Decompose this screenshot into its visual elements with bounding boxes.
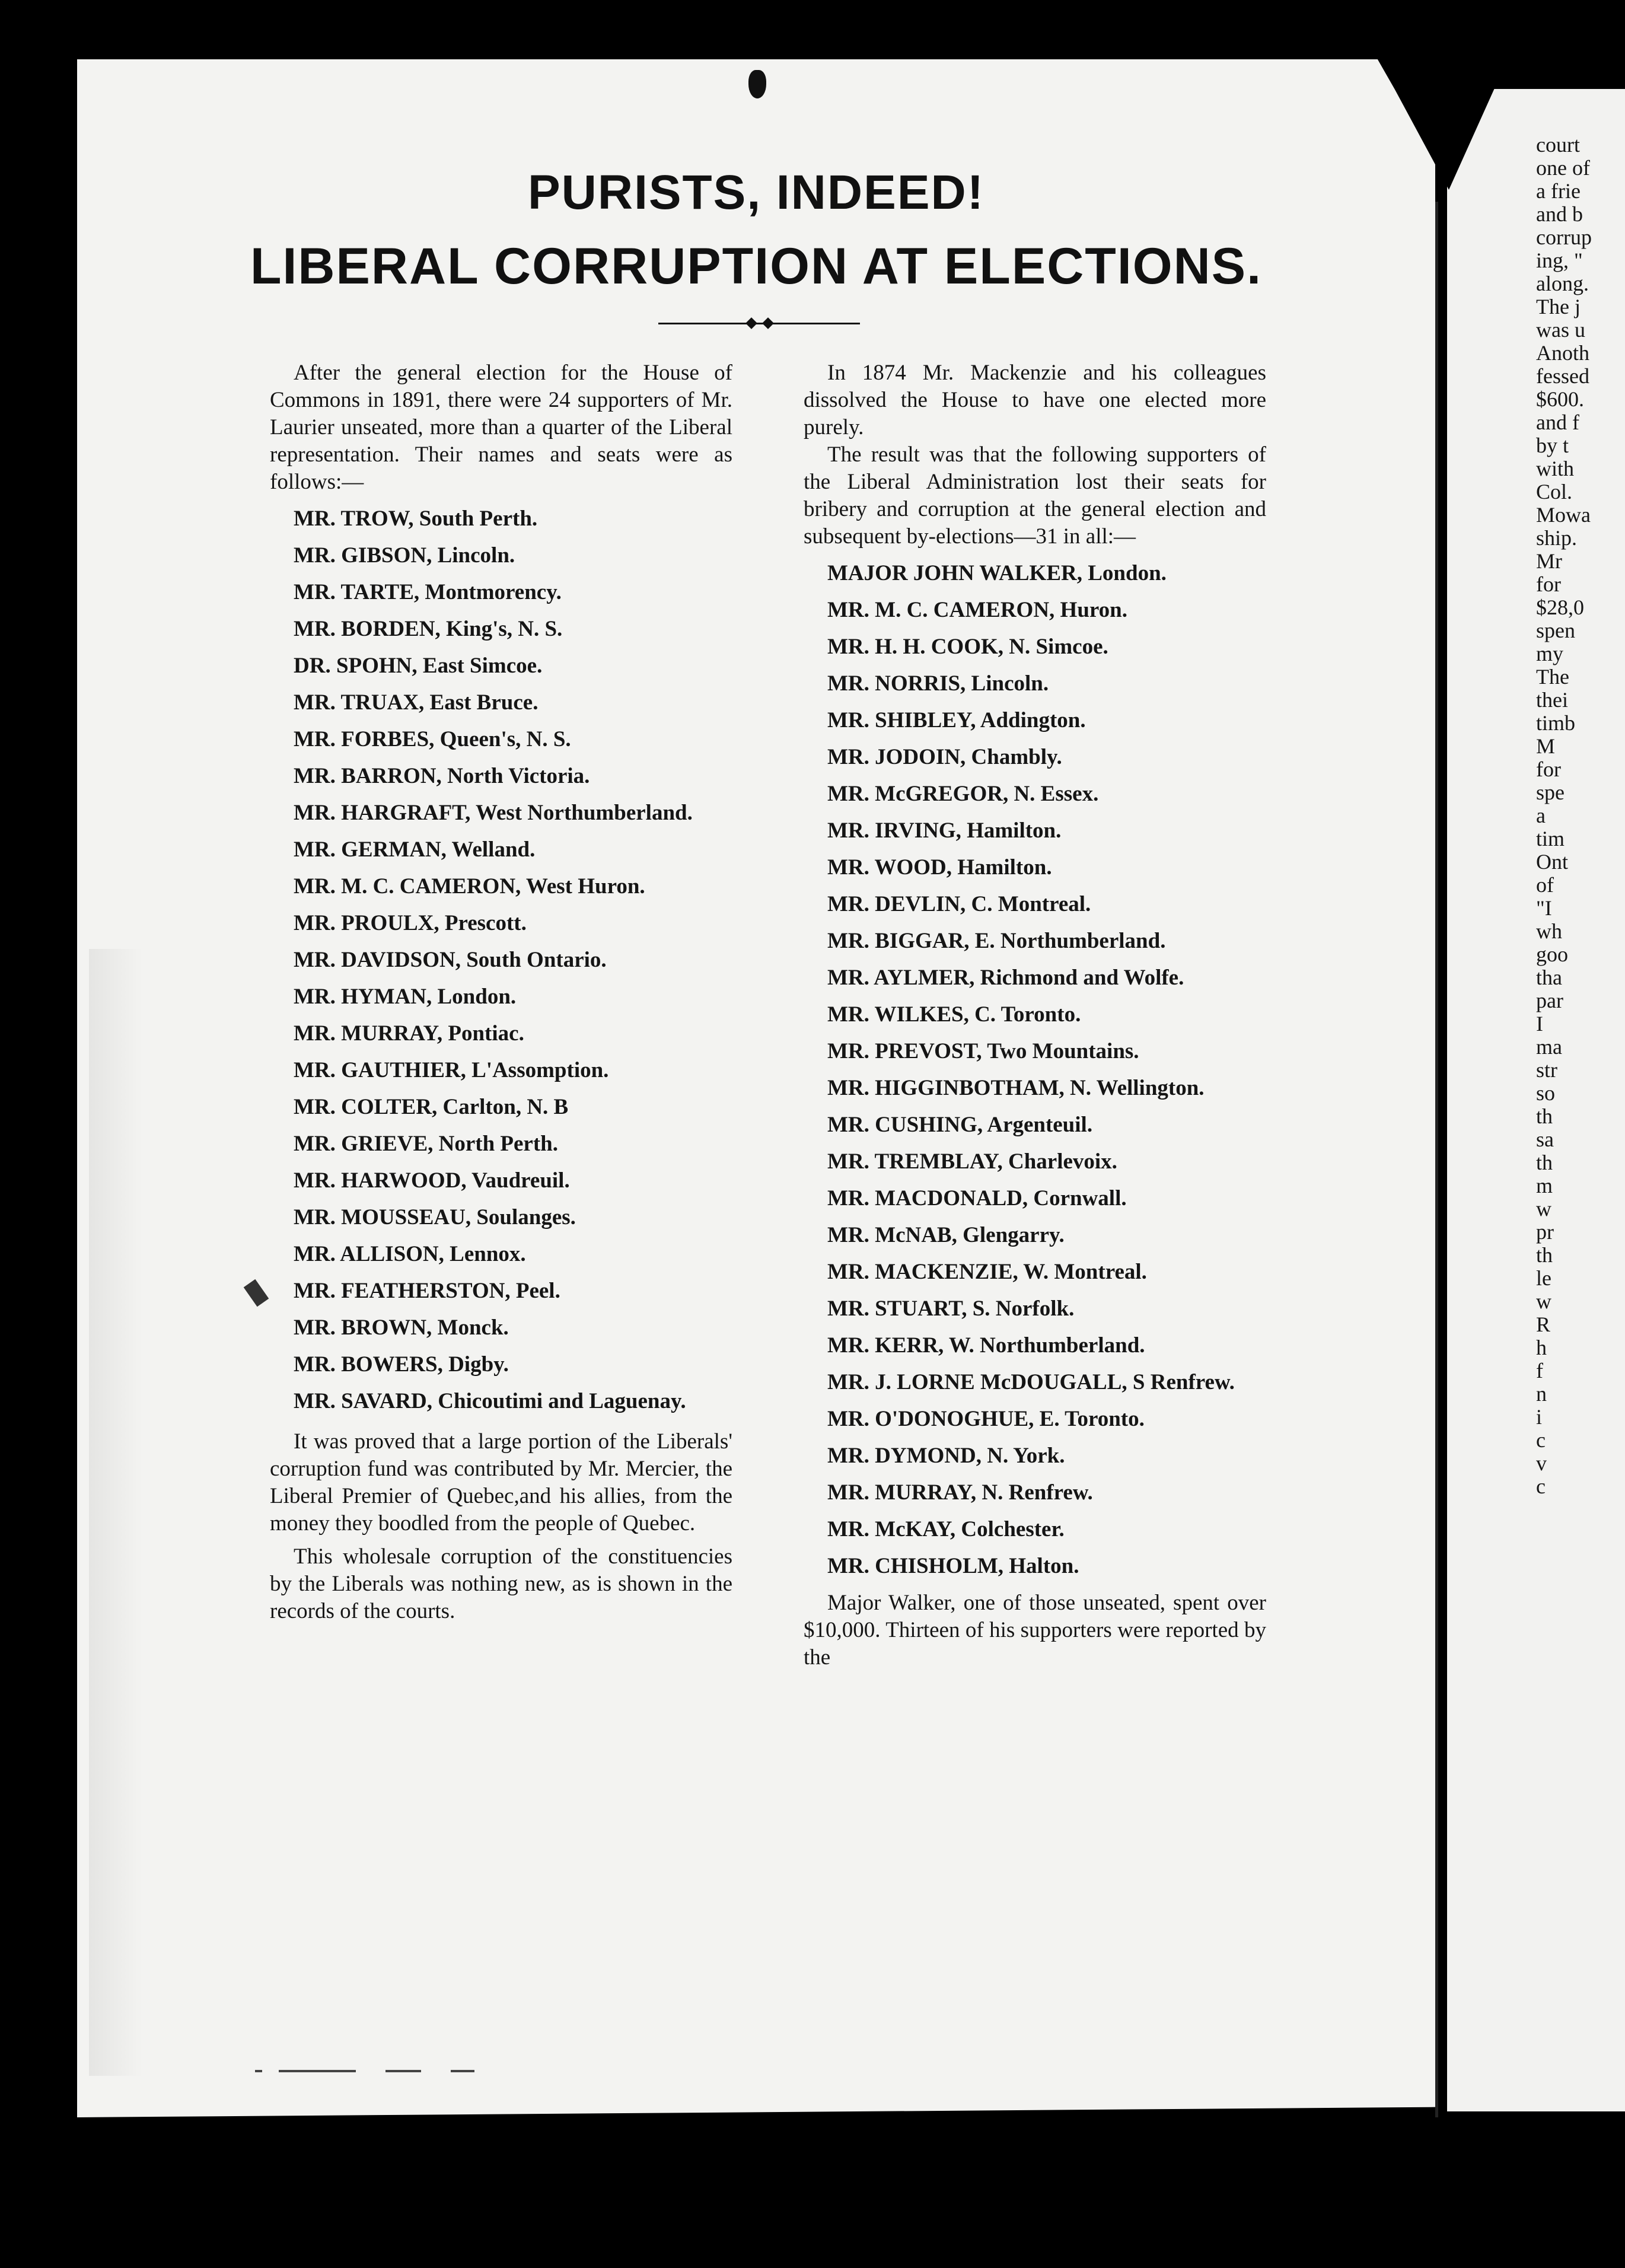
member-seat-entry: MR. WILKES, C. Toronto. bbox=[827, 1002, 1081, 1027]
partial-line: n bbox=[1536, 1382, 1547, 1406]
member-seat-entry: MR. SHIBLEY, Addington. bbox=[827, 708, 1086, 732]
member-seat-entry: MR. McNAB, Glengarry. bbox=[827, 1223, 1065, 1247]
member-seat-entry: MR. H. H. COOK, N. Simcoe. bbox=[827, 635, 1108, 659]
member-seat-entry: MR. DAVIDSON, South Ontario. bbox=[294, 948, 607, 972]
right-column bbox=[804, 359, 1266, 1671]
member-seat-entry: MR. NORRIS, Lincoln. bbox=[827, 671, 1049, 696]
partial-line: and b bbox=[1536, 202, 1583, 226]
partial-line: spe bbox=[1536, 781, 1565, 804]
partial-line: wh bbox=[1536, 919, 1562, 943]
ornament-mark-icon bbox=[748, 70, 766, 98]
partial-line: with bbox=[1536, 457, 1575, 480]
partial-line: par bbox=[1536, 989, 1563, 1012]
member-seat-entry: MR. M. C. CAMERON, West Huron. bbox=[294, 874, 645, 899]
member-seat-entry: MR. JODOIN, Chambly. bbox=[827, 745, 1062, 769]
member-seat-entry: MR. GRIEVE, North Perth. bbox=[294, 1132, 559, 1156]
member-seat-entry: MR. TRUAX, East Bruce. bbox=[294, 690, 539, 715]
partial-line: c bbox=[1536, 1474, 1546, 1498]
member-seat-entry: MR. IRVING, Hamilton. bbox=[827, 818, 1062, 843]
partial-line: f bbox=[1536, 1359, 1543, 1383]
member-seat-entry: MR. BARRON, North Victoria. bbox=[294, 764, 590, 788]
partial-line: Anoth bbox=[1536, 341, 1589, 365]
partial-line: str bbox=[1536, 1058, 1557, 1082]
partial-line: "I bbox=[1536, 896, 1552, 920]
partial-line: a frie bbox=[1536, 179, 1581, 203]
partial-line: ing, " bbox=[1536, 249, 1583, 272]
partial-line: th bbox=[1536, 1151, 1553, 1174]
partial-line: i bbox=[1536, 1405, 1543, 1429]
member-seat-entry: MR. WOOD, Hamilton. bbox=[827, 855, 1052, 880]
partial-line: for bbox=[1536, 572, 1561, 596]
partial-line: Ont bbox=[1536, 850, 1568, 874]
partial-line: thei bbox=[1536, 688, 1568, 712]
member-seat-entry: MR. MACDONALD, Cornwall. bbox=[827, 1186, 1127, 1211]
partial-line: I bbox=[1536, 1012, 1543, 1036]
member-seat-entry: MR. FEATHERSTON, Peel. bbox=[294, 1279, 560, 1303]
subheadline: LIBERAL CORRUPTION AT ELECTIONS. bbox=[250, 238, 1262, 295]
partial-line: for bbox=[1536, 757, 1561, 781]
partial-line: h bbox=[1536, 1336, 1547, 1359]
partial-line: my bbox=[1536, 642, 1564, 665]
partial-line: one of bbox=[1536, 156, 1590, 180]
member-seat-entry: MR. PROULX, Prescott. bbox=[294, 911, 527, 935]
partial-line: spen bbox=[1536, 619, 1575, 642]
member-seat-entry: MR. McGREGOR, N. Essex. bbox=[827, 782, 1099, 806]
intro-paragraph: After the general election for the House of Commons in 1891, there were 24 supporters of Mr. Laurier unseated, more than a quarter of the Liberal representation. Their names and seats were as follows:— bbox=[270, 361, 732, 494]
unseated-1874-list bbox=[804, 550, 1266, 1580]
member-seat-entry: MR. TREMBLAY, Charlevoix. bbox=[827, 1149, 1117, 1174]
member-seat-entry: MR. CHISHOLM, Halton. bbox=[827, 1554, 1079, 1578]
partial-line: was u bbox=[1536, 318, 1585, 342]
partial-line: fessed bbox=[1536, 364, 1589, 388]
member-seat-entry: MR. PREVOST, Two Mountains. bbox=[827, 1039, 1139, 1063]
partial-line: by t bbox=[1536, 434, 1569, 457]
partial-line: goo bbox=[1536, 942, 1568, 966]
member-seat-entry: MR. SAVARD, Chicoutimi and Laguenay. bbox=[294, 1389, 686, 1413]
member-seat-entry: MR. MURRAY, Pontiac. bbox=[294, 1021, 524, 1046]
member-seat-entry: MR. AYLMER, Richmond and Wolfe. bbox=[827, 966, 1184, 990]
member-seat-entry: MR. GAUTHIER, L'Assomption. bbox=[294, 1058, 609, 1082]
page-gutter-line bbox=[1435, 202, 1438, 2117]
member-seat-entry: MR. McKAY, Colchester. bbox=[827, 1517, 1065, 1541]
member-seat-entry: MR. TROW, South Perth. bbox=[294, 507, 538, 531]
member-seat-entry: MR. J. LORNE McDOUGALL, S Renfrew. bbox=[827, 1370, 1235, 1394]
headline: PURISTS, INDEED! bbox=[527, 165, 985, 219]
member-seat-entry: MR. O'DONOGHUE, E. Toronto. bbox=[827, 1407, 1145, 1431]
unseated-1891-list bbox=[270, 496, 732, 1415]
partial-line: The j bbox=[1536, 295, 1581, 318]
member-seat-entry: MR. DYMOND, N. York. bbox=[827, 1444, 1065, 1468]
member-seat-entry: MR. M. C. CAMERON, Huron. bbox=[827, 598, 1127, 622]
member-seat-entry: MR. DEVLIN, C. Montreal. bbox=[827, 892, 1091, 916]
partial-line: along. bbox=[1536, 272, 1589, 295]
member-seat-entry: MR. KERR, W. Northumberland. bbox=[827, 1333, 1145, 1358]
result-paragraph: The result was that the following supporters of the Liberal Administration lost their seats for bribery and corruption at the general election and subsequent by-elections—31 in all:— bbox=[804, 442, 1266, 549]
partial-line: ma bbox=[1536, 1035, 1562, 1059]
member-seat-entry: MR. HARGRAFT, West Northumberland. bbox=[294, 801, 693, 825]
member-seat-entry: MR. HYMAN, London. bbox=[294, 985, 517, 1009]
member-seat-entry: MR. STUART, S. Norfolk. bbox=[827, 1297, 1075, 1321]
partial-line: court bbox=[1536, 133, 1580, 157]
member-seat-entry: MR. BROWN, Monck. bbox=[294, 1315, 509, 1340]
member-seat-entry: MR. CUSHING, Argenteuil. bbox=[827, 1113, 1093, 1137]
partial-line: Mowa bbox=[1536, 503, 1591, 527]
partial-line: so bbox=[1536, 1081, 1556, 1105]
partial-line: ship. bbox=[1536, 526, 1578, 550]
member-seat-entry: MR. GIBSON, Lincoln. bbox=[294, 543, 515, 568]
partial-line: th bbox=[1536, 1104, 1553, 1128]
partial-line: corrup bbox=[1536, 225, 1592, 249]
member-seat-entry: MR. MOUSSEAU, Soulanges. bbox=[294, 1205, 576, 1229]
member-seat-entry: MR. COLTER, Carlton, N. B bbox=[294, 1095, 569, 1119]
partial-line: pr bbox=[1536, 1220, 1554, 1244]
member-seat-entry: MAJOR JOHN WALKER, London. bbox=[827, 561, 1167, 585]
member-seat-entry: MR. BOWERS, Digby. bbox=[294, 1352, 509, 1377]
mackenzie-paragraph: In 1874 Mr. Mackenzie and his colleagues dissolved the House to have one elected more purely. bbox=[804, 361, 1266, 439]
rule-diamond-icon bbox=[762, 317, 774, 329]
partial-line: Mr bbox=[1536, 549, 1562, 573]
partial-line: of bbox=[1536, 873, 1554, 897]
partial-line: M bbox=[1536, 734, 1556, 758]
partial-line: le bbox=[1536, 1266, 1551, 1290]
partial-line: a bbox=[1536, 804, 1546, 827]
partial-line: v bbox=[1536, 1451, 1547, 1475]
member-seat-entry: MR. FORBES, Queen's, N. S. bbox=[294, 727, 571, 751]
walker-paragraph: Major Walker, one of those unseated, spent over $10,000. Thirteen of his supporters were reported by the bbox=[804, 1591, 1266, 1670]
partial-line: w bbox=[1536, 1197, 1551, 1221]
page-shadow bbox=[89, 949, 142, 2076]
member-seat-entry: MR. BIGGAR, E. Northumberland. bbox=[827, 929, 1166, 953]
member-seat-entry: MR. HARWOOD, Vaudreuil. bbox=[294, 1168, 570, 1193]
adjacent-page-column bbox=[1536, 133, 1625, 1498]
member-seat-entry: MR. ALLISON, Lennox. bbox=[294, 1242, 526, 1266]
member-seat-entry: MR. TARTE, Montmorency. bbox=[294, 580, 562, 604]
member-seat-entry: MR. GERMAN, Welland. bbox=[294, 837, 536, 862]
print-specks bbox=[255, 2070, 492, 2079]
partial-line: tha bbox=[1536, 966, 1562, 989]
partial-line: m bbox=[1536, 1174, 1553, 1197]
left-column bbox=[270, 359, 732, 1625]
partial-line: and f bbox=[1536, 410, 1579, 434]
rule-diamond-icon bbox=[745, 317, 757, 329]
member-seat-entry: DR. SPOHN, East Simcoe. bbox=[294, 654, 543, 678]
partial-line: th bbox=[1536, 1243, 1553, 1267]
member-seat-entry: MR. HIGGINBOTHAM, N. Wellington. bbox=[827, 1076, 1205, 1100]
partial-line: c bbox=[1536, 1428, 1546, 1452]
decorative-rule bbox=[658, 319, 860, 327]
partial-line: The bbox=[1536, 665, 1569, 689]
partial-line: $28,0 bbox=[1536, 595, 1584, 619]
member-seat-entry: MR. MURRAY, N. Renfrew. bbox=[827, 1480, 1093, 1505]
member-seat-entry: MR. MACKENZIE, W. Montreal. bbox=[827, 1260, 1147, 1284]
mercier-paragraph: It was proved that a large portion of the Liberals' corruption fund was contributed by Mr. Mercier, the Liberal Premier of Quebec,and his allies, from the money they boodled from the people of Quebec. bbox=[270, 1429, 732, 1536]
partial-line: Col. bbox=[1536, 480, 1573, 504]
member-seat-entry: MR. BORDEN, King's, N. S. bbox=[294, 617, 563, 641]
records-paragraph: This wholesale corruption of the constituencies by the Liberals was nothing new, as is shown in the records of the courts. bbox=[270, 1544, 732, 1623]
partial-line: R bbox=[1536, 1313, 1551, 1336]
partial-line: timb bbox=[1536, 711, 1576, 735]
partial-line: tim bbox=[1536, 827, 1565, 850]
partial-line: $600. bbox=[1536, 387, 1584, 411]
partial-line: sa bbox=[1536, 1127, 1554, 1151]
partial-line: w bbox=[1536, 1289, 1551, 1313]
